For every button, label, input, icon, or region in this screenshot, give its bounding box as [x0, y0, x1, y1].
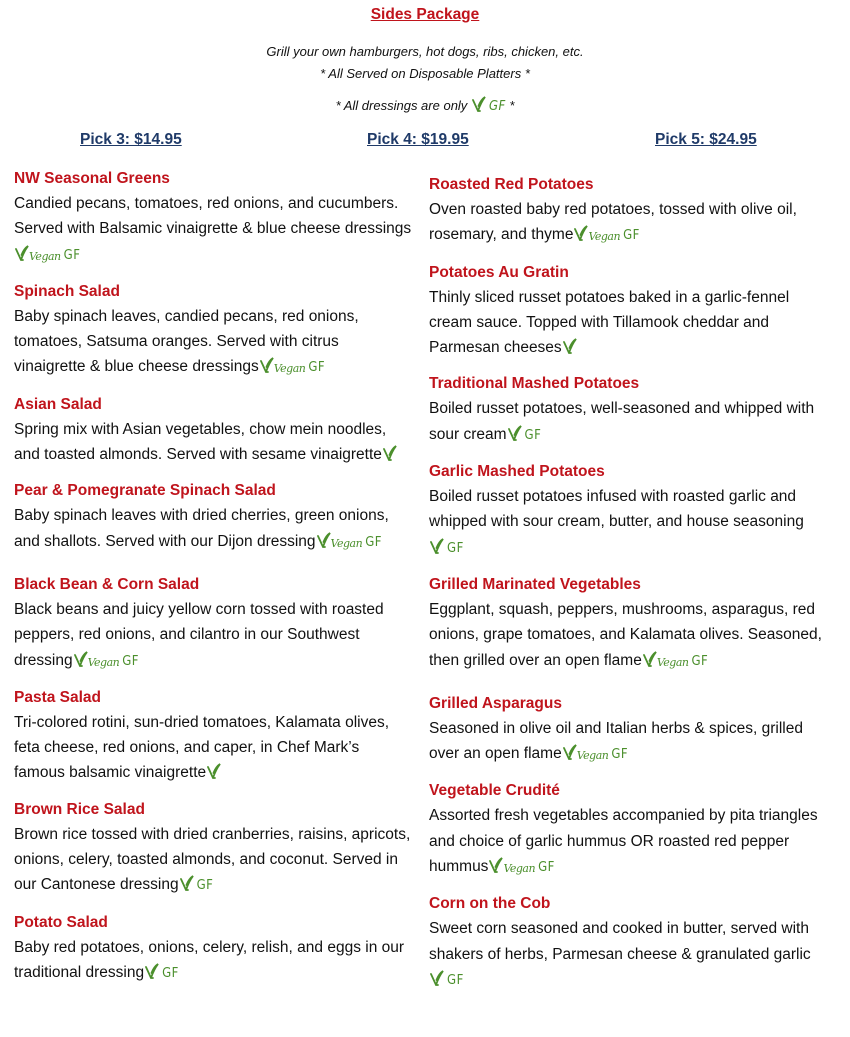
gluten-free-icon: GF: [122, 653, 140, 669]
menu-item-name: Asian Salad: [14, 395, 102, 413]
right-menu-column: [429, 172, 834, 993]
menu-item-description-text: Black beans and juicy yellow corn tossed with roasted peppers, red onions, and cilantro in our Southwest dressing: [14, 600, 384, 669]
menu-item-description-text: Baby spinach leaves with dried cherries, green onions, and shallots. Served with our Dijon dressing: [14, 507, 389, 550]
menu-item-description: [429, 803, 834, 880]
menu-item-description: [429, 916, 834, 993]
menu-item-description-text: Seasoned in olive oil and Italian herbs & spices, grilled over an open flame: [429, 719, 803, 763]
vegan-icon: Vegan: [273, 362, 306, 376]
diet-tags: [259, 354, 325, 380]
vegan-icon: Vegan: [29, 249, 61, 263]
vegetarian-icon: [574, 225, 588, 241]
diet-tags: [382, 442, 397, 467]
vegetarian-icon: [145, 963, 159, 979]
menu-item: [429, 891, 834, 993]
menu-item-description-text: Thinly sliced russet potatoes baked in a garlic-fennel cream sauce. Topped with Tillamook cheddar and Parmesan cheeses: [429, 288, 790, 357]
menu-item-description-text: Baby red potatoes, onions, celery, relish, and eggs in our traditional dressing: [14, 938, 405, 981]
gluten-free-icon: GF: [162, 965, 179, 981]
menu-item-description: [429, 197, 834, 249]
gluten-free-icon: GF: [196, 878, 214, 894]
vegan-icon: Vegan: [576, 749, 609, 763]
menu-item-description: [14, 191, 414, 268]
vegetarian-icon: [508, 425, 522, 441]
vegetarian-icon: [207, 763, 221, 779]
menu-item-description-text: Oven roasted baby red potatoes, tossed with olive oil, rosemary, and thyme: [429, 201, 797, 244]
page-title: Sides Package: [370, 6, 480, 23]
diet-tags: [73, 648, 139, 674]
dressings-note-end: *: [509, 98, 515, 113]
dressings-note: * All dressings are only: [335, 98, 468, 113]
diet-tags: [144, 960, 179, 986]
menu-item-description-text: Assorted fresh vegetables accompanied by pita triangles and choice of garlic hummus OR roasted red pepper hummus: [429, 807, 818, 876]
vegetarian-icon: [643, 651, 657, 667]
diet-tags: [488, 854, 554, 880]
menu-item: [14, 797, 414, 899]
vegetarian-icon: [260, 357, 274, 373]
diet-tags: [14, 242, 80, 268]
menu-item-description-text: Eggplant, squash, peppers, mushrooms, asparagus, red onions, grape tomatoes, and Kalamata olives. Seasoned, then grilled over an open flame: [429, 600, 822, 669]
menu-item-name: Vegetable Crudité: [429, 782, 560, 800]
vegetarian-icon: [472, 96, 486, 112]
gluten-free-icon: GF: [611, 747, 629, 763]
menu-item: [14, 166, 414, 268]
menu-item-name: Grilled Marinated Vegetables: [429, 575, 641, 593]
menu-item-name: Pear & Pomegranate Spinach Salad: [14, 482, 276, 500]
menu-item-description-text: Candied pecans, tomatoes, red onions, and cucumbers. Served with Balsamic vinaigrette & blue cheese dressings: [14, 195, 412, 238]
vegan-icon: Vegan: [588, 230, 621, 244]
vegetarian-icon: [563, 744, 577, 760]
vegetarian-icon: [15, 245, 29, 261]
menu-item: [14, 279, 414, 381]
menu-item-description-text: Boiled russet potatoes, well-seasoned and whipped with sour cream: [429, 400, 815, 443]
menu-item-name: Black Bean & Corn Salad: [14, 575, 200, 593]
price-pick-5: Pick 5: $24.95: [655, 131, 757, 148]
gluten-free-icon: GF: [447, 540, 464, 556]
menu-item-name: Traditional Mashed Potatoes: [429, 375, 640, 393]
menu-item-description: [429, 285, 834, 361]
menu-item-description: [14, 935, 414, 987]
menu-item-description: [14, 417, 414, 468]
menu-item: [429, 691, 834, 768]
subtitle-platters: * All Served on Disposable Platters *: [320, 66, 530, 81]
vegetarian-icon: [383, 445, 397, 461]
gluten-free-icon: GF: [308, 360, 326, 376]
vegetarian-icon: [317, 532, 331, 548]
menu-item-description-text: Baby spinach leaves, candied pecans, red onions, tomatoes, Satsuma oranges. Served with citrus vinaigrette & blue cheese dressings: [14, 307, 359, 376]
menu-item-description: [429, 597, 834, 674]
menu-item-name: NW Seasonal Greens: [14, 170, 170, 187]
vegan-icon: Vegan: [503, 862, 536, 876]
diet-tags: [562, 335, 577, 360]
menu-item-description-text: Brown rice tossed with dried cranberries, raisins, apricots, onions, celery, toasted almonds, and coconut. Served in our Cantonese dressing: [14, 825, 411, 894]
menu-item-description-text: Boiled russet potatoes infused with roasted garlic and whipped with sour cream, butter, and house seasoning: [429, 488, 804, 531]
menu-item: [429, 572, 834, 674]
menu-item-name: Potatoes Au Gratin: [429, 263, 569, 281]
diet-tags: [179, 872, 214, 898]
menu-item-name: Grilled Asparagus: [429, 694, 562, 712]
menu-item: [429, 778, 834, 880]
menu-item-name: Potato Salad: [14, 913, 108, 931]
menu-item-description: [14, 710, 414, 786]
vegetarian-icon: [180, 875, 194, 891]
diet-tags: [206, 760, 221, 785]
vegetarian-icon: [489, 857, 503, 873]
gluten-free-icon: GF: [623, 228, 640, 244]
menu-item-name: Brown Rice Salad: [14, 800, 145, 818]
gluten-free-icon: GF: [691, 653, 709, 669]
vegetarian-icon: [430, 970, 444, 986]
menu-item-description-text: Tri-colored rotini, sun-dried tomatoes, Kalamata olives, feta cheese, red onions, and caper, in Chef Mark’s famous balsamic vinaigrette: [14, 713, 390, 782]
diet-tags: [507, 422, 542, 448]
menu-item-name: Spinach Salad: [14, 282, 120, 300]
menu-item-description: [14, 597, 414, 674]
vegetarian-icon: [563, 338, 577, 354]
diet-tags: [642, 648, 708, 674]
menu-item-name: Corn on the Cob: [429, 895, 551, 913]
gluten-free-icon: GF: [365, 534, 382, 550]
menu-item-description: [14, 822, 414, 899]
menu-item-name: Garlic Mashed Potatoes: [429, 463, 605, 481]
menu-item-description: [429, 484, 834, 561]
menu-item-name: Roasted Red Potatoes: [429, 176, 594, 193]
gluten-free-icon: GF: [63, 247, 81, 263]
vegetarian-icon: [74, 651, 88, 667]
price-pick-3: Pick 3: $14.95: [80, 131, 182, 148]
menu-item: [429, 172, 834, 249]
price-pick-4: Pick 4: $19.95: [367, 131, 469, 148]
menu-item-description: [14, 304, 414, 381]
vegan-icon: Vegan: [656, 655, 689, 669]
menu-item: [14, 392, 414, 468]
diet-tags: [316, 529, 382, 555]
vegan-icon: Vegan: [330, 536, 363, 550]
dressing-tags: [471, 96, 506, 114]
diet-tags: [562, 741, 628, 767]
gluten-free-icon: GF: [524, 427, 542, 443]
vegetarian-icon: [430, 538, 444, 554]
diet-tags: [429, 967, 464, 993]
menu-item: [14, 478, 414, 555]
subtitle-grill: Grill your own hamburgers, hot dogs, ribs, chicken, etc.: [266, 44, 584, 59]
menu-item-description-text: Sweet corn seasoned and cooked in butter, served with shakers of herbs, Parmesan cheese & granulated garlic: [429, 920, 811, 963]
menu-item: [429, 459, 834, 561]
menu-item: [429, 260, 834, 361]
menu-item: [14, 572, 414, 674]
menu-item: [14, 910, 414, 987]
menu-item-description: [14, 503, 414, 555]
menu-item-description: [429, 716, 834, 768]
gluten-free-icon: GF: [447, 972, 464, 988]
left-menu-column: [14, 166, 414, 986]
menu-item: [14, 685, 414, 786]
menu-item: [429, 371, 834, 448]
gluten-free-icon: GF: [538, 860, 555, 876]
vegan-icon: Vegan: [87, 655, 120, 669]
menu-item-description: [429, 396, 834, 448]
menu-item-name: Pasta Salad: [14, 688, 102, 706]
gluten-free-icon: GF: [488, 99, 506, 114]
menu-item-description-text: Spring mix with Asian vegetables, chow mein noodles, and toasted almonds. Served with sesame vinaigrette: [14, 420, 387, 464]
subtitle-dressings: [0, 96, 850, 114]
diet-tags: [429, 535, 464, 561]
diet-tags: [573, 222, 639, 248]
